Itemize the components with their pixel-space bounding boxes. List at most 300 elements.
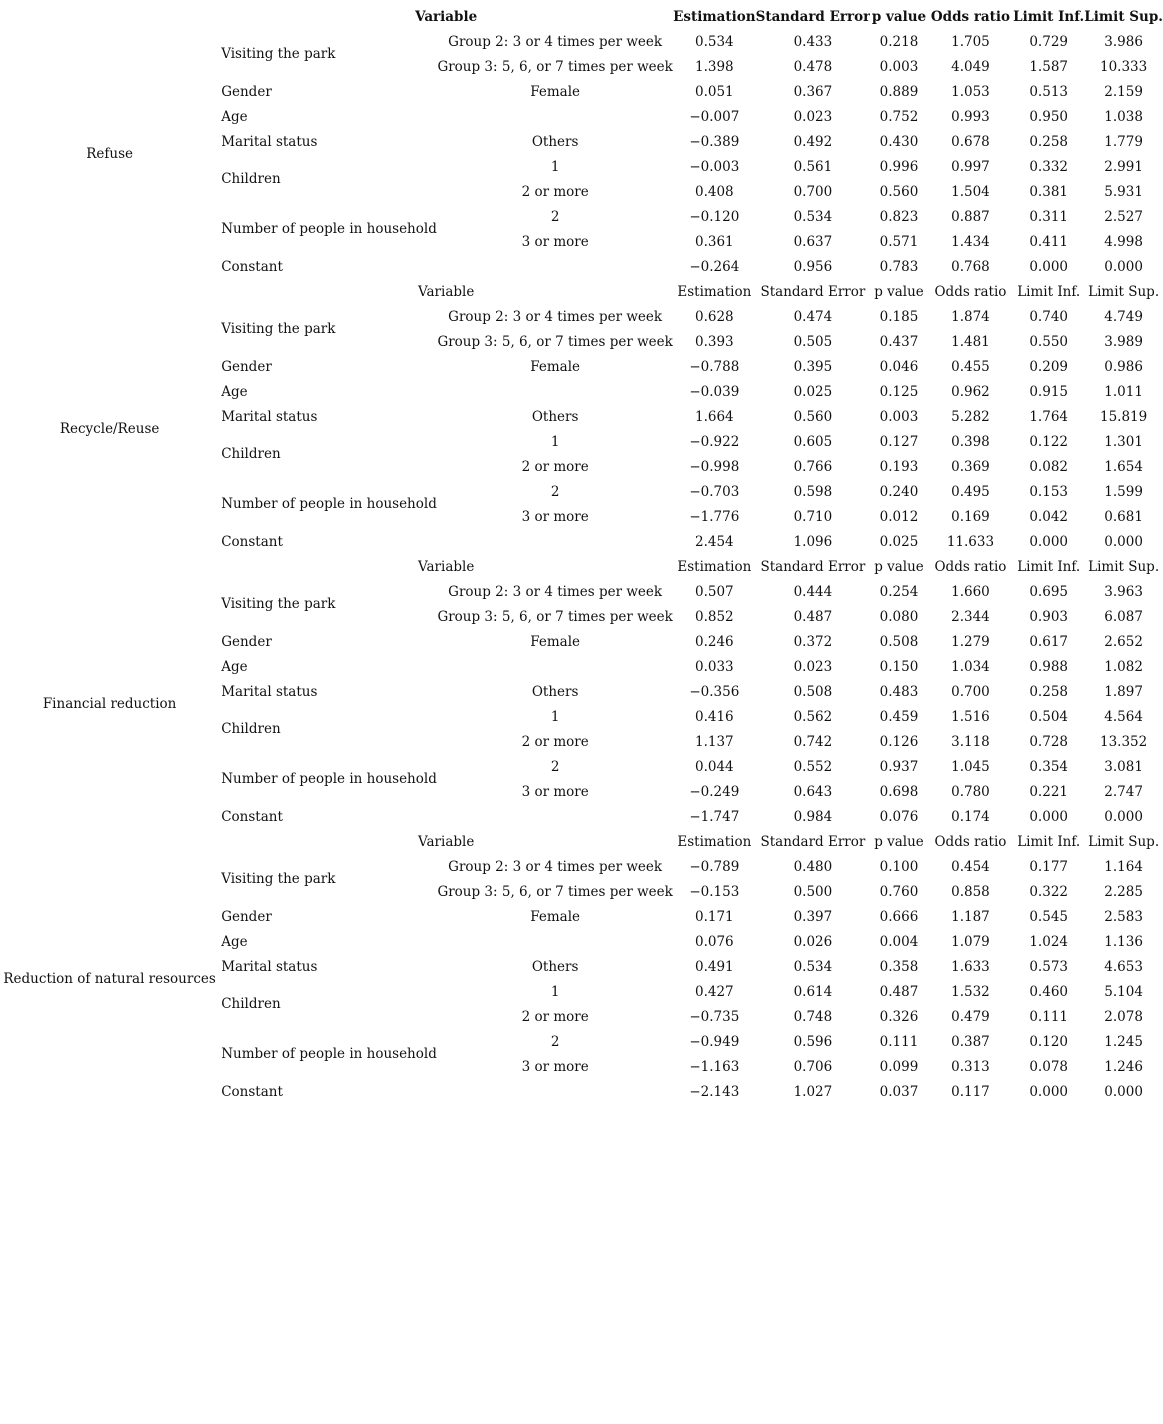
header-estimation: Estimation <box>677 283 752 300</box>
value-estimation: 0.534 <box>695 33 734 50</box>
value-estimation: 0.507 <box>695 583 734 600</box>
value-standard-error: 0.395 <box>793 358 833 375</box>
header-row <box>0 4 1163 29</box>
value-odds-ratio: 0.678 <box>951 133 990 150</box>
variable-level: Group 2: 3 or 4 times per week <box>448 858 663 875</box>
value-p-value: 0.430 <box>879 133 919 150</box>
variable-name: Marital status <box>221 133 318 150</box>
value-limit-sup: 4.653 <box>1104 958 1143 975</box>
value-odds-ratio: 0.169 <box>951 508 990 525</box>
value-limit-inf: 0.258 <box>1029 683 1068 700</box>
value-estimation: −0.735 <box>689 1008 740 1025</box>
value-odds-ratio: 1.660 <box>951 583 990 600</box>
value-p-value: 0.012 <box>879 508 919 525</box>
value-limit-inf: 0.411 <box>1029 233 1068 250</box>
value-odds-ratio: 0.858 <box>951 883 990 900</box>
variable-name: Constant <box>221 258 283 275</box>
variable-name: Visiting the park <box>221 871 336 887</box>
header-odds-ratio: Odds ratio <box>934 558 1007 575</box>
variable-name: Age <box>221 383 248 400</box>
value-odds-ratio: 1.504 <box>951 183 990 200</box>
value-limit-sup: 3.989 <box>1104 333 1143 350</box>
value-p-value: 0.996 <box>879 158 919 175</box>
value-limit-inf: 0.988 <box>1029 658 1068 675</box>
value-limit-sup: 2.747 <box>1104 783 1143 800</box>
value-standard-error: 0.444 <box>793 583 833 600</box>
value-limit-sup: 1.082 <box>1104 658 1143 675</box>
value-limit-inf: 0.153 <box>1029 483 1068 500</box>
value-limit-inf: 0.311 <box>1029 208 1068 225</box>
header-standard-error: Standard Error <box>755 8 871 25</box>
value-standard-error: 0.614 <box>793 983 833 1000</box>
value-standard-error: 0.372 <box>793 633 833 650</box>
value-p-value: 0.326 <box>879 1008 919 1025</box>
value-estimation: 0.408 <box>695 183 734 200</box>
value-odds-ratio: 0.993 <box>951 108 990 125</box>
value-standard-error: 0.025 <box>793 383 833 400</box>
variable-name: Number of people in household <box>221 1046 437 1062</box>
value-standard-error: 0.562 <box>793 708 833 725</box>
value-p-value: 0.037 <box>879 1083 919 1100</box>
variable-level: 1 <box>550 983 560 1000</box>
value-standard-error: 0.480 <box>793 858 833 875</box>
value-limit-sup: 3.986 <box>1104 33 1143 50</box>
value-limit-sup: 3.081 <box>1104 758 1143 775</box>
value-standard-error: 0.710 <box>793 508 833 525</box>
value-standard-error: 0.487 <box>793 608 833 625</box>
value-standard-error: 0.561 <box>793 158 833 175</box>
variable-level <box>437 104 673 129</box>
table-row <box>0 304 1163 329</box>
value-limit-inf: 0.695 <box>1029 583 1068 600</box>
header-row <box>0 829 1163 854</box>
variable-name: Age <box>221 108 248 125</box>
header-row <box>0 554 1163 579</box>
variable-name: Marital status <box>221 683 318 700</box>
value-limit-inf: 0.082 <box>1029 458 1068 475</box>
value-odds-ratio: 0.768 <box>951 258 990 275</box>
value-estimation: −0.153 <box>689 883 740 900</box>
section-label: Reduction of natural resources <box>3 971 216 987</box>
value-standard-error: 0.397 <box>793 908 833 925</box>
value-estimation: −0.789 <box>689 858 740 875</box>
value-odds-ratio: 1.434 <box>951 233 990 250</box>
variable-level: Group 3: 5, 6, or 7 times per week <box>437 333 673 350</box>
value-limit-inf: 0.000 <box>1029 258 1068 275</box>
value-standard-error: 0.023 <box>793 108 833 125</box>
value-estimation: 0.076 <box>695 933 734 950</box>
value-standard-error: 0.598 <box>793 483 833 500</box>
variable-level: 3 or more <box>521 1058 589 1075</box>
variable-level: 2 <box>550 1033 560 1050</box>
value-p-value: 0.698 <box>879 783 919 800</box>
variable-level: 1 <box>550 158 560 175</box>
value-standard-error: 0.643 <box>793 783 833 800</box>
header-limit-sup: Limit Sup. <box>1088 558 1160 575</box>
value-standard-error: 0.433 <box>793 33 833 50</box>
value-standard-error: 0.534 <box>793 958 833 975</box>
table-row <box>0 29 1163 54</box>
variable-name: Children <box>221 721 281 737</box>
value-limit-sup: 10.333 <box>1100 58 1148 75</box>
variable-name: Marital status <box>221 408 318 425</box>
value-odds-ratio: 1.187 <box>951 908 990 925</box>
value-limit-inf: 1.587 <box>1029 58 1068 75</box>
variable-name: Gender <box>221 358 272 375</box>
value-standard-error: 0.478 <box>793 58 833 75</box>
value-limit-sup: 1.897 <box>1104 683 1143 700</box>
value-limit-inf: 0.332 <box>1029 158 1068 175</box>
value-estimation: 0.361 <box>695 233 734 250</box>
value-estimation: 0.246 <box>695 633 734 650</box>
variable-level <box>437 379 673 404</box>
value-limit-inf: 0.950 <box>1029 108 1068 125</box>
header-p-value: p value <box>874 833 924 850</box>
value-limit-sup: 13.352 <box>1100 733 1148 750</box>
value-limit-sup: 2.991 <box>1104 158 1143 175</box>
variable-name: Children <box>221 171 281 187</box>
value-standard-error: 0.742 <box>793 733 833 750</box>
value-estimation: 0.051 <box>695 83 734 100</box>
value-p-value: 0.046 <box>879 358 919 375</box>
value-odds-ratio: 1.481 <box>951 333 990 350</box>
value-limit-inf: 0.617 <box>1029 633 1068 650</box>
value-odds-ratio: 1.079 <box>951 933 990 950</box>
value-limit-sup: 1.164 <box>1104 858 1143 875</box>
value-p-value: 0.254 <box>879 583 919 600</box>
variable-level: Group 2: 3 or 4 times per week <box>448 308 663 325</box>
value-p-value: 0.666 <box>879 908 919 925</box>
variable-name: Gender <box>221 908 272 925</box>
variable-name: Gender <box>221 83 272 100</box>
header-blank-cell <box>0 829 219 854</box>
value-limit-sup: 1.246 <box>1104 1058 1143 1075</box>
value-p-value: 0.487 <box>879 983 919 1000</box>
value-limit-inf: 0.177 <box>1029 858 1068 875</box>
variable-level: 2 <box>550 483 560 500</box>
value-p-value: 0.003 <box>879 408 919 425</box>
value-limit-inf: 1.764 <box>1029 408 1068 425</box>
value-p-value: 0.125 <box>879 383 919 400</box>
variable-name: Children <box>221 996 281 1012</box>
header-estimation: Estimation <box>677 558 752 575</box>
value-standard-error: 0.534 <box>793 208 833 225</box>
value-standard-error: 0.700 <box>793 183 833 200</box>
value-limit-inf: 0.504 <box>1029 708 1068 725</box>
value-limit-inf: 0.573 <box>1029 958 1068 975</box>
variable-level: Female <box>530 358 581 375</box>
header-variable: Variable <box>415 8 478 25</box>
value-p-value: 0.126 <box>879 733 919 750</box>
value-limit-sup: 1.011 <box>1104 383 1143 400</box>
value-limit-inf: 0.460 <box>1029 983 1068 1000</box>
variable-level: 3 or more <box>521 233 589 250</box>
header-standard-error: Standard Error <box>760 283 866 300</box>
value-odds-ratio: 11.633 <box>946 533 995 550</box>
value-standard-error: 0.508 <box>793 683 833 700</box>
variable-level: 2 <box>550 208 560 225</box>
value-limit-inf: 0.550 <box>1029 333 1068 350</box>
value-limit-sup: 0.000 <box>1104 1083 1143 1100</box>
value-limit-sup: 2.527 <box>1104 208 1143 225</box>
value-odds-ratio: 1.034 <box>951 658 990 675</box>
value-estimation: 1.137 <box>695 733 734 750</box>
value-limit-inf: 0.221 <box>1029 783 1068 800</box>
header-standard-error: Standard Error <box>760 558 866 575</box>
value-p-value: 0.099 <box>879 1058 919 1075</box>
variable-name: Constant <box>221 808 283 825</box>
header-limit-inf: Limit Inf. <box>1017 833 1081 850</box>
value-p-value: 0.111 <box>879 1033 919 1050</box>
value-limit-inf: 0.322 <box>1029 883 1068 900</box>
variable-name: Number of people in household <box>221 771 437 787</box>
value-limit-sup: 1.301 <box>1104 433 1143 450</box>
value-odds-ratio: 0.369 <box>951 458 990 475</box>
value-p-value: 0.752 <box>879 108 919 125</box>
variable-level: Others <box>531 408 579 425</box>
header-standard-error: Standard Error <box>760 833 866 850</box>
variable-name: Age <box>221 933 248 950</box>
header-p-value: p value <box>874 558 924 575</box>
value-p-value: 0.437 <box>879 333 919 350</box>
value-p-value: 0.076 <box>879 808 919 825</box>
value-p-value: 0.358 <box>879 958 919 975</box>
value-limit-inf: 0.381 <box>1029 183 1068 200</box>
value-limit-sup: 0.000 <box>1104 258 1143 275</box>
value-standard-error: 0.706 <box>793 1058 833 1075</box>
value-limit-sup: 0.986 <box>1104 358 1143 375</box>
value-odds-ratio: 0.479 <box>951 1008 990 1025</box>
variable-level: 2 <box>550 758 560 775</box>
value-p-value: 0.240 <box>879 483 919 500</box>
value-estimation: −0.264 <box>689 258 740 275</box>
variable-level: Female <box>530 83 581 100</box>
value-odds-ratio: 1.874 <box>951 308 990 325</box>
value-p-value: 0.571 <box>879 233 919 250</box>
value-estimation: −1.747 <box>689 808 740 825</box>
header-limit-inf: Limit Inf. <box>1017 283 1081 300</box>
value-p-value: 0.823 <box>879 208 919 225</box>
variable-name: Visiting the park <box>221 321 336 337</box>
value-odds-ratio: 0.174 <box>951 808 990 825</box>
value-p-value: 0.937 <box>879 758 919 775</box>
variable-name: Visiting the park <box>221 596 336 612</box>
value-limit-inf: 0.915 <box>1029 383 1068 400</box>
value-p-value: 0.783 <box>879 258 919 275</box>
variable-level: Group 3: 5, 6, or 7 times per week <box>437 58 673 75</box>
value-estimation: 0.393 <box>695 333 734 350</box>
value-standard-error: 0.367 <box>793 83 833 100</box>
header-odds-ratio: Odds ratio <box>934 283 1007 300</box>
value-limit-sup: 1.599 <box>1104 483 1143 500</box>
variable-level: Female <box>530 633 581 650</box>
value-limit-sup: 4.564 <box>1104 708 1143 725</box>
value-estimation: −0.039 <box>689 383 740 400</box>
value-odds-ratio: 0.962 <box>951 383 990 400</box>
variable-name: Number of people in household <box>221 496 437 512</box>
value-p-value: 0.218 <box>879 33 919 50</box>
variable-level <box>437 929 673 954</box>
value-estimation: −0.389 <box>689 133 740 150</box>
variable-level <box>437 1079 673 1104</box>
value-estimation: −0.120 <box>689 208 740 225</box>
value-standard-error: 0.596 <box>793 1033 833 1050</box>
value-limit-sup: 4.998 <box>1104 233 1143 250</box>
value-p-value: 0.889 <box>879 83 919 100</box>
header-limit-sup: Limit Sup. <box>1088 283 1160 300</box>
value-p-value: 0.483 <box>879 683 919 700</box>
value-limit-inf: 0.903 <box>1029 608 1068 625</box>
section-label: Refuse <box>86 146 133 162</box>
value-p-value: 0.760 <box>879 883 919 900</box>
variable-level: 2 or more <box>521 733 589 750</box>
value-limit-inf: 0.354 <box>1029 758 1068 775</box>
value-standard-error: 0.605 <box>793 433 833 450</box>
value-limit-sup: 1.654 <box>1104 458 1143 475</box>
value-p-value: 0.003 <box>879 58 919 75</box>
value-estimation: −0.998 <box>689 458 740 475</box>
variable-level: 2 or more <box>521 183 589 200</box>
value-limit-sup: 1.245 <box>1104 1033 1143 1050</box>
value-estimation: 0.171 <box>695 908 734 925</box>
value-standard-error: 0.956 <box>793 258 833 275</box>
variable-level: 3 or more <box>521 783 589 800</box>
variable-level <box>437 804 673 829</box>
value-limit-inf: 0.545 <box>1029 908 1068 925</box>
value-estimation: −0.703 <box>689 483 740 500</box>
variable-level: 2 or more <box>521 1008 589 1025</box>
value-estimation: −0.949 <box>689 1033 740 1050</box>
value-estimation: −0.922 <box>689 433 740 450</box>
value-estimation: −0.007 <box>689 108 740 125</box>
value-estimation: −0.249 <box>689 783 740 800</box>
value-standard-error: 0.766 <box>793 458 833 475</box>
value-estimation: −0.003 <box>689 158 740 175</box>
header-limit-sup: Limit Sup. <box>1084 8 1163 25</box>
value-standard-error: 0.474 <box>793 308 833 325</box>
value-limit-inf: 0.120 <box>1029 1033 1068 1050</box>
variable-level: Others <box>531 958 579 975</box>
value-standard-error: 0.492 <box>793 133 833 150</box>
value-odds-ratio: 0.700 <box>951 683 990 700</box>
header-row <box>0 279 1163 304</box>
value-odds-ratio: 0.398 <box>951 433 990 450</box>
value-standard-error: 0.560 <box>793 408 833 425</box>
value-limit-inf: 0.122 <box>1029 433 1068 450</box>
variable-level: Group 2: 3 or 4 times per week <box>448 583 663 600</box>
value-limit-sup: 1.038 <box>1104 108 1143 125</box>
value-estimation: 1.664 <box>695 408 734 425</box>
value-limit-sup: 5.104 <box>1104 983 1143 1000</box>
value-estimation: 0.852 <box>695 608 734 625</box>
header-limit-sup: Limit Sup. <box>1088 833 1160 850</box>
value-odds-ratio: 0.495 <box>951 483 990 500</box>
variable-name: Constant <box>221 533 283 550</box>
value-estimation: 0.033 <box>695 658 734 675</box>
value-estimation: −2.143 <box>689 1083 740 1100</box>
variable-level <box>437 254 673 279</box>
value-standard-error: 0.637 <box>793 233 833 250</box>
value-limit-sup: 0.000 <box>1104 808 1143 825</box>
value-odds-ratio: 0.997 <box>951 158 990 175</box>
variable-level: Group 3: 5, 6, or 7 times per week <box>437 608 673 625</box>
value-standard-error: 0.026 <box>793 933 833 950</box>
variable-level: Others <box>531 683 579 700</box>
value-p-value: 0.185 <box>879 308 919 325</box>
value-standard-error: 0.984 <box>793 808 833 825</box>
section-label: Recycle/Reuse <box>59 421 160 437</box>
header-odds-ratio: Odds ratio <box>930 8 1011 25</box>
variable-name: Age <box>221 658 248 675</box>
value-limit-sup: 6.087 <box>1104 608 1143 625</box>
header-blank-cell <box>0 279 219 304</box>
value-odds-ratio: 1.532 <box>951 983 990 1000</box>
variable-name: Marital status <box>221 958 318 975</box>
header-p-value: p value <box>874 283 924 300</box>
value-standard-error: 0.500 <box>793 883 833 900</box>
value-estimation: −0.788 <box>689 358 740 375</box>
header-variable: Variable <box>417 283 475 300</box>
value-odds-ratio: 2.344 <box>951 608 990 625</box>
variable-level: 1 <box>550 433 560 450</box>
variable-level: 3 or more <box>521 508 589 525</box>
value-estimation: −1.163 <box>689 1058 740 1075</box>
header-limit-inf: Limit Inf. <box>1013 8 1085 25</box>
value-p-value: 0.150 <box>879 658 919 675</box>
value-odds-ratio: 0.887 <box>951 208 990 225</box>
value-odds-ratio: 1.705 <box>951 33 990 50</box>
value-p-value: 0.193 <box>879 458 919 475</box>
variable-level: Female <box>530 908 581 925</box>
value-odds-ratio: 1.045 <box>951 758 990 775</box>
variable-name: Gender <box>221 633 272 650</box>
value-limit-sup: 2.285 <box>1104 883 1143 900</box>
value-limit-inf: 0.740 <box>1029 308 1068 325</box>
value-standard-error: 1.096 <box>793 533 833 550</box>
variable-name: Constant <box>221 1083 283 1100</box>
header-estimation: Estimation <box>677 833 752 850</box>
value-limit-inf: 0.513 <box>1029 83 1068 100</box>
table-row <box>0 854 1163 879</box>
value-limit-inf: 0.728 <box>1029 733 1068 750</box>
value-odds-ratio: 0.780 <box>951 783 990 800</box>
value-limit-inf: 0.000 <box>1029 533 1068 550</box>
variable-level: 1 <box>550 708 560 725</box>
value-odds-ratio: 3.118 <box>951 733 990 750</box>
value-limit-inf: 0.258 <box>1029 133 1068 150</box>
header-blank-cell <box>0 554 219 579</box>
value-limit-sup: 2.583 <box>1104 908 1143 925</box>
variable-name: Visiting the park <box>221 46 336 62</box>
value-odds-ratio: 5.282 <box>951 408 990 425</box>
header-p-value: p value <box>871 8 927 25</box>
value-limit-inf: 0.078 <box>1029 1058 1068 1075</box>
value-limit-sup: 2.159 <box>1104 83 1143 100</box>
value-standard-error: 0.505 <box>793 333 833 350</box>
value-odds-ratio: 1.633 <box>951 958 990 975</box>
value-estimation: 0.491 <box>695 958 734 975</box>
value-odds-ratio: 1.053 <box>951 83 990 100</box>
value-p-value: 0.459 <box>879 708 919 725</box>
value-estimation: 2.454 <box>695 533 734 550</box>
header-estimation: Estimation <box>673 8 756 25</box>
value-odds-ratio: 0.454 <box>951 858 990 875</box>
value-limit-sup: 3.963 <box>1104 583 1143 600</box>
regression-results-table <box>0 4 1163 1104</box>
value-odds-ratio: 1.516 <box>951 708 990 725</box>
value-estimation: 1.398 <box>695 58 734 75</box>
value-estimation: 0.628 <box>695 308 734 325</box>
